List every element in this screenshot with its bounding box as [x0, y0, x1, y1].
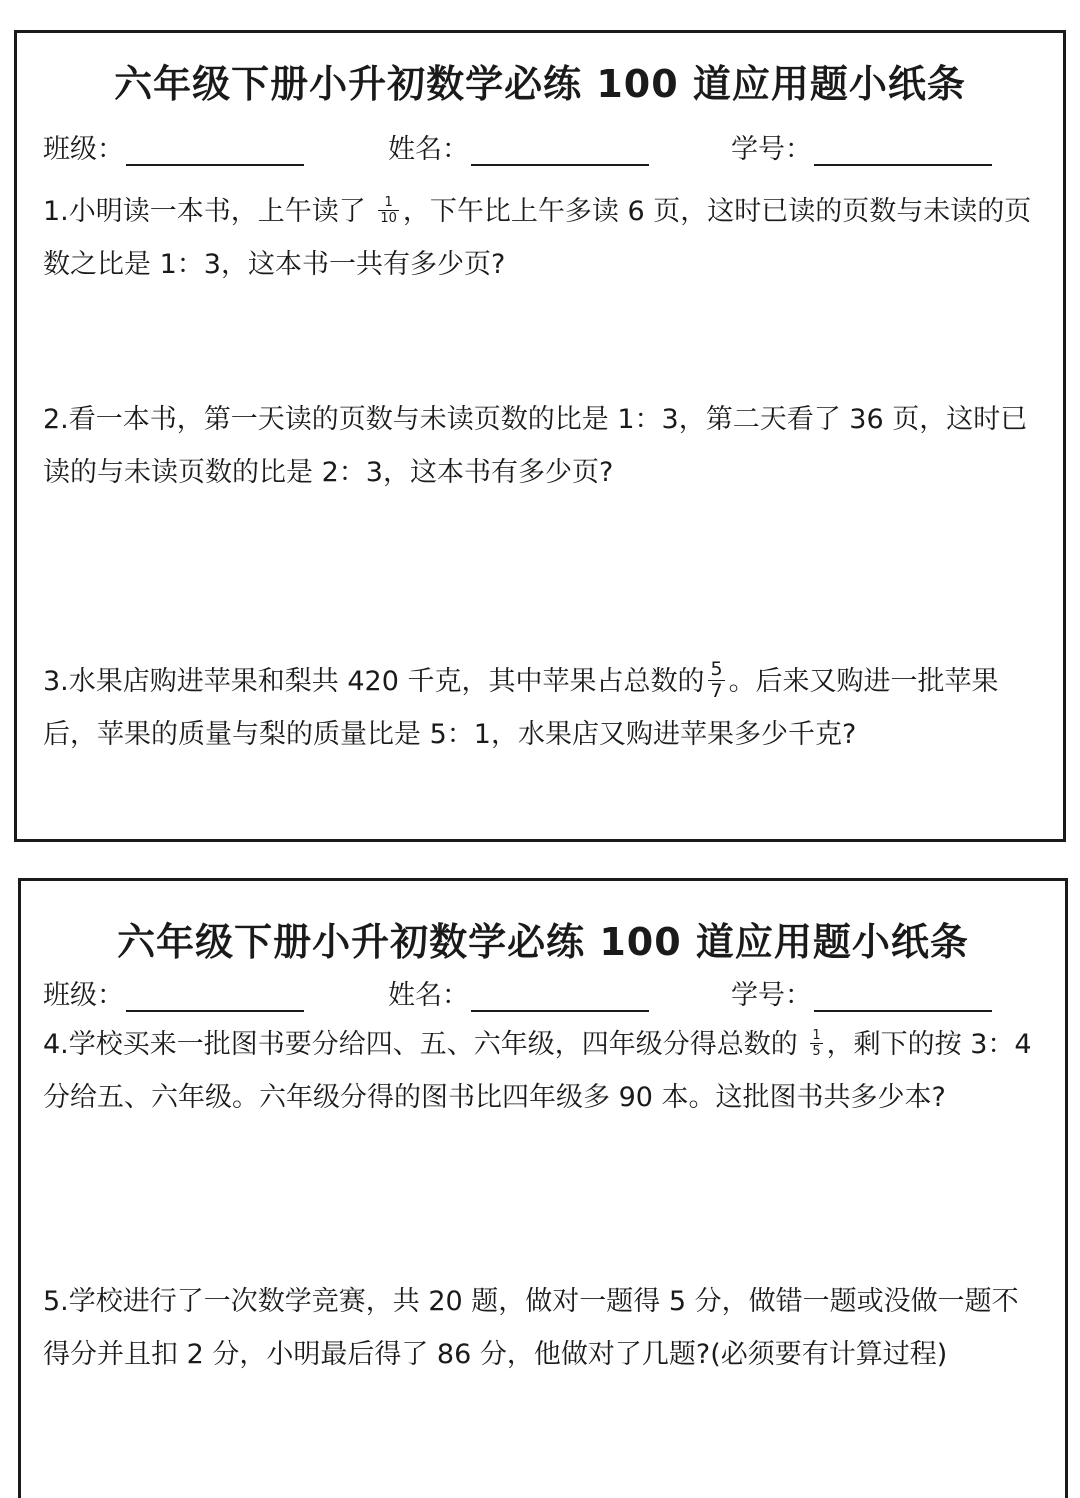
student-id-blank [814, 136, 992, 166]
student-id-blank [814, 982, 992, 1012]
fraction [810, 1029, 822, 1058]
worksheet-card-1 [14, 30, 1066, 842]
question-text: ，下午比上午多读 6 页，这时已读的页数与未读的页数之比是 1：3，这本书一共有多少页? [43, 196, 1032, 280]
fraction-numerator: 1 [378, 196, 399, 211]
question-number: 1. [43, 196, 69, 227]
fraction-denominator: 7 [710, 680, 723, 702]
name-field [388, 127, 649, 166]
question-2 [43, 393, 1043, 499]
question-text: 学校买来一批图书要分给四、五、六年级，四年级分得总数的 [68, 1029, 798, 1060]
student-id-field [731, 127, 992, 166]
worksheet-title: 六年级下册小升初数学必练 100 道应用题小纸条 [117, 920, 969, 964]
question-number: 3. [43, 666, 69, 697]
fraction-denominator: 10 [380, 211, 397, 226]
question-5 [43, 1275, 1043, 1381]
name-blank [471, 136, 649, 166]
name-blank [471, 982, 649, 1012]
fraction [378, 196, 399, 225]
name-label: 姓名： [388, 980, 469, 1011]
question-text: ，剩下的按 3：4 分给五、六年级。六年级分得的图书比四年级多 90 本。这批图书共多少本? [43, 1029, 1032, 1113]
question-number: 4. [43, 1029, 69, 1060]
class-blank [126, 982, 304, 1012]
question-text: 小明读一本书，上午读了 [68, 196, 366, 227]
class-field [43, 127, 304, 166]
student-info-row [43, 973, 1043, 1013]
name-field [388, 973, 649, 1012]
worksheet-title: 六年级下册小升初数学必练 100 道应用题小纸条 [114, 62, 966, 106]
student-id-label: 学号： [731, 980, 812, 1011]
fraction-denominator: 5 [812, 1044, 821, 1059]
question-3 [43, 655, 1043, 761]
fraction [708, 660, 724, 701]
fraction-numerator: 1 [812, 1028, 821, 1043]
student-id-field [731, 973, 992, 1012]
class-blank [126, 136, 304, 166]
question-text: 水果店购进苹果和梨共 420 千克，其中苹果占总数的 [68, 666, 705, 697]
student-id-label: 学号： [731, 134, 812, 165]
worksheet-card-2 [18, 878, 1068, 1498]
class-label: 班级： [43, 134, 124, 165]
class-field [43, 973, 304, 1012]
question-text: 看一本书，第一天读的页数与未读页数的比是 1：3，第二天看了 36 页，这时已读的与未读页数的比是 2：3，这本书有多少页? [43, 404, 1028, 488]
question-1 [43, 185, 1043, 291]
question-number: 5. [43, 1286, 69, 1317]
student-info-row [43, 127, 1043, 167]
question-text: 。后来又购进一批苹果后，苹果的质量与梨的质量比是 5：1，水果店又购进苹果多少千克? [43, 666, 999, 750]
class-label: 班级： [43, 980, 124, 1011]
question-text: 学校进行了一次数学竞赛，共 20 题，做对一题得 5 分，做错一题或没做一题不得分并且扣 2 分，小明最后得了 86 分，他做对了几题?(必须要有计算过程) [43, 1286, 1019, 1370]
question-4 [43, 1018, 1043, 1124]
question-number: 2. [43, 404, 69, 435]
fraction-numerator: 5 [710, 658, 723, 680]
name-label: 姓名： [388, 134, 469, 165]
